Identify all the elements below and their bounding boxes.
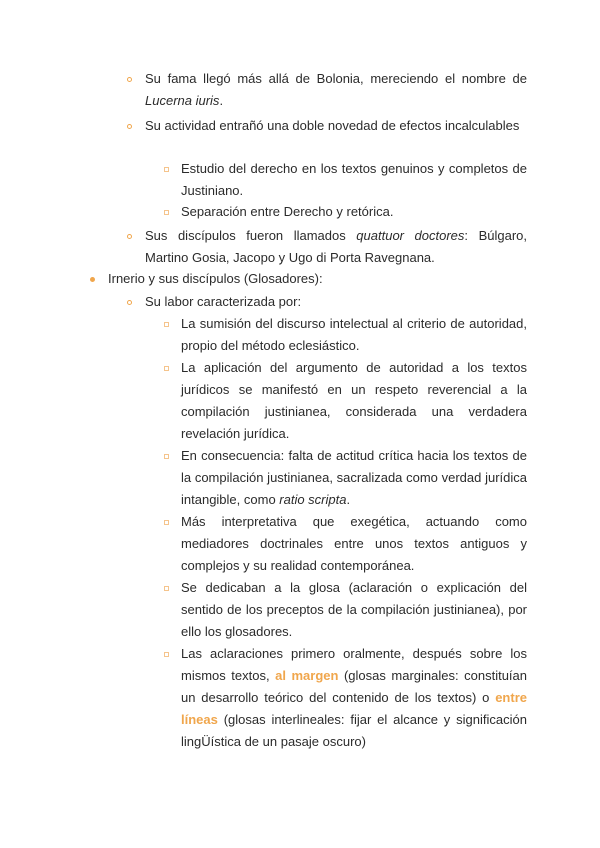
text-run: La sumisión del discurso intelectual al criterio de autoridad, propio del método eclesiástico. <box>181 316 527 353</box>
text-run: (glosas interlineales: fijar el alcance y significación lingÜística de un pasaje oscuro) <box>181 712 527 749</box>
bullet-marker <box>164 520 169 525</box>
text-run: Su labor caracterizada por: <box>145 294 302 309</box>
bullet-marker <box>164 366 169 371</box>
bullet-marker <box>127 300 132 305</box>
bullet-marker <box>127 234 132 239</box>
italic-text: Lucerna iuris <box>145 93 220 108</box>
text-run: En consecuencia: falta de actitud crítica hacia los textos de la compilación justinianea, sacralizada como verdad jurídica intangible, como <box>181 448 527 507</box>
text-run: La aplicación del argumento de autoridad a los textos jurídicos se manifestó en un respeto reverencial a la compilación justinianea, considerada una verdadera revelación jurídica. <box>181 360 527 441</box>
list-item-level-2 <box>145 225 527 269</box>
list-item-level-3 <box>181 158 527 202</box>
list-item-text <box>181 357 527 445</box>
bullet-marker <box>164 586 169 591</box>
list-item-text <box>145 115 527 137</box>
list-item-level-2 <box>145 68 527 112</box>
bullet-marker <box>90 277 95 282</box>
list-item-text <box>181 445 527 511</box>
bullet-marker <box>127 124 132 129</box>
highlighted-term: al margen <box>275 668 339 683</box>
list-item-level-3 <box>181 643 527 753</box>
list-item-level-1 <box>108 268 527 290</box>
bullet-marker <box>164 454 169 459</box>
list-item-text <box>145 291 527 313</box>
text-run: . <box>346 492 351 507</box>
text-run: Más interpretativa que exegética, actuando como mediadores doctrinales entre unos textos antiguos y complejos y su realidad contemporánea. <box>181 514 527 573</box>
list-item-level-3 <box>181 357 527 445</box>
list-item-level-3 <box>181 577 527 643</box>
italic-text: ratio scripta <box>279 492 347 507</box>
bullet-marker <box>164 167 169 172</box>
text-run: Sus discípulos fueron llamados <box>145 228 357 243</box>
list-item-text <box>181 577 527 643</box>
list-item-level-3 <box>181 201 527 223</box>
bullet-marker <box>164 322 169 327</box>
list-item-level-3 <box>181 511 527 577</box>
text-run: Su actividad entrañó una doble novedad de efectos incalculables <box>145 118 520 133</box>
text-run: . <box>219 93 224 108</box>
italic-text: quattuor doctores <box>356 228 465 243</box>
list-item-level-2 <box>145 115 527 137</box>
list-item-level-3 <box>181 445 527 511</box>
text-run: Se dedicaban a la glosa (aclaración o explicación del sentido de los preceptos de la compilación justinianea), por ello los glosadores. <box>181 580 527 639</box>
list-item-text <box>108 268 527 290</box>
text-run: : Búlgaro, Martino Gosia, Jacopo y Ugo di Porta Ravegnana. <box>145 228 528 265</box>
list-item-level-3 <box>181 313 527 357</box>
list-item-text <box>181 158 527 202</box>
text-run: Su fama llegó más allá de Bolonia, mereciendo el nombre de <box>145 71 527 86</box>
list-item-text <box>181 643 527 753</box>
bullet-marker <box>164 210 169 215</box>
list-item-text <box>181 511 527 577</box>
list-item-level-2 <box>145 291 527 313</box>
list-item-text <box>145 225 527 269</box>
list-item-text <box>181 201 527 223</box>
text-run: Irnerio y sus discípulos (Glosadores): <box>108 271 323 286</box>
list-item-text <box>145 68 527 112</box>
text-run: Las aclaraciones primero oralmente, después sobre los mismos textos, <box>181 646 527 683</box>
text-run: (glosas marginales: constituían un desarrollo teórico del contenido de los textos) o <box>181 668 528 705</box>
bullet-marker <box>164 652 169 657</box>
text-run: Estudio del derecho en los textos genuinos y completos de Justiniano. <box>181 161 527 198</box>
list-item-text <box>181 313 527 357</box>
highlighted-term: entre líneas <box>181 690 527 727</box>
text-run: Separación entre Derecho y retórica. <box>181 204 394 219</box>
bullet-marker <box>127 77 132 82</box>
